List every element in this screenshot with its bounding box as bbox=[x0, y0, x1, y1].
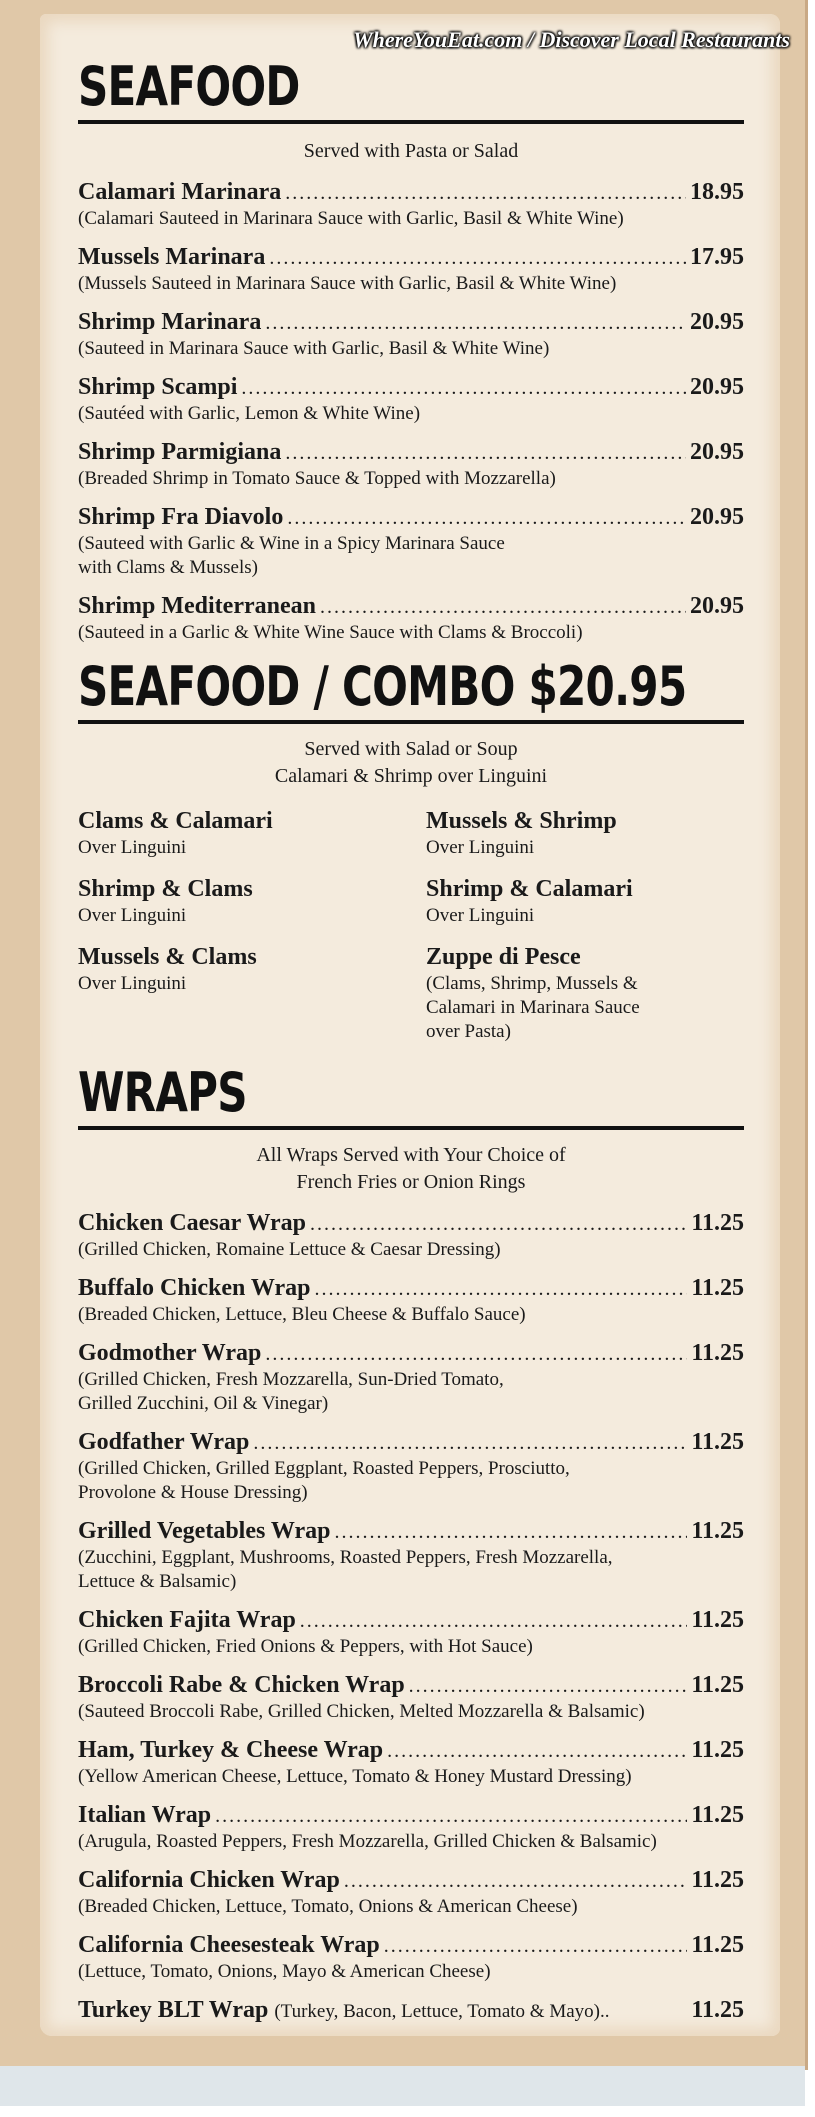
item-name: Shrimp Scampi bbox=[78, 374, 238, 400]
item-description: Lettuce & Balsamic) bbox=[78, 1571, 237, 1592]
item-name: Shrimp & Calamari bbox=[426, 876, 633, 902]
item-leader-dots bbox=[334, 1521, 687, 1544]
item-leader-dots bbox=[344, 1870, 688, 1893]
wraps-title: WRAPS bbox=[78, 1061, 247, 1124]
combo-subtitle-line: Served with Salad or Soup bbox=[304, 738, 518, 760]
item-description: (Arugula, Roasted Peppers, Fresh Mozzarella, Grilled Chicken & Balsamic) bbox=[78, 1831, 657, 1852]
menu-item bbox=[78, 177, 744, 231]
menu-item bbox=[78, 1670, 744, 1724]
item-description: (Clams, Shrimp, Mussels & bbox=[426, 973, 638, 994]
section-divider bbox=[78, 1126, 744, 1130]
item-name: Mussels & Clams bbox=[78, 944, 257, 970]
combo-item bbox=[426, 806, 744, 860]
seafood-section bbox=[78, 56, 744, 645]
item-leader-dots bbox=[241, 377, 686, 400]
item-price: 11.25 bbox=[691, 1672, 744, 1698]
item-leader-dots bbox=[387, 1740, 687, 1763]
combo-title: SEAFOOD / COMBO $20.95 bbox=[78, 655, 687, 718]
item-price: 20.95 bbox=[690, 374, 744, 400]
item-description: (Grilled Chicken, Fresh Mozzarella, Sun-Dried Tomato, bbox=[78, 1369, 504, 1390]
menu-item bbox=[78, 1516, 744, 1594]
item-leader-dots bbox=[287, 507, 686, 530]
item-description: (Zucchini, Eggplant, Mushrooms, Roasted Peppers, Fresh Mozzarella, bbox=[78, 1547, 613, 1568]
item-name: Ham, Turkey & Cheese Wrap bbox=[78, 1737, 384, 1763]
item-description: (Yellow American Cheese, Lettuce, Tomato & Honey Mustard Dressing) bbox=[78, 1766, 632, 1787]
item-description: Over Linguini bbox=[78, 837, 187, 858]
item-name: Shrimp Fra Diavolo bbox=[78, 504, 284, 530]
item-description: Over Linguini bbox=[426, 905, 535, 926]
item-name: Shrimp & Clams bbox=[78, 876, 253, 902]
item-price: 11.25 bbox=[691, 1340, 744, 1366]
item-description: over Pasta) bbox=[426, 1021, 511, 1042]
combo-item bbox=[78, 942, 426, 1044]
menu-item bbox=[78, 1427, 744, 1505]
item-leader-dots bbox=[320, 596, 686, 619]
item-leader-dots bbox=[409, 1675, 688, 1698]
item-price: 11.25 bbox=[691, 1802, 744, 1828]
wraps-subtitle bbox=[78, 1142, 744, 1196]
combo-item bbox=[78, 874, 426, 928]
item-price: 11.25 bbox=[691, 1518, 744, 1544]
item-description: (Mussels Sauteed in Marinara Sauce with Garlic, Basil & White Wine) bbox=[78, 273, 617, 294]
item-leader-dots bbox=[269, 247, 686, 270]
item-name: Grilled Vegetables Wrap bbox=[78, 1518, 331, 1544]
item-price: 11.25 bbox=[691, 1429, 744, 1455]
item-name: Buffalo Chicken Wrap bbox=[78, 1275, 311, 1301]
item-description: (Breaded Chicken, Lettuce, Bleu Cheese & Buffalo Sauce) bbox=[78, 1304, 526, 1325]
wraps-items bbox=[78, 1208, 744, 2027]
item-name: Chicken Fajita Wrap bbox=[78, 1607, 296, 1633]
item-description: (Grilled Chicken, Fried Onions & Peppers, with Hot Sauce) bbox=[78, 1636, 533, 1657]
menu-item bbox=[78, 1605, 744, 1659]
bottom-strip bbox=[0, 2066, 805, 2106]
item-leader-dots bbox=[215, 1805, 687, 1828]
site-watermark: WhereYouEat.com / Discover Local Restaurants bbox=[353, 27, 790, 52]
wraps-subtitle-line: All Wraps Served with Your Choice of bbox=[256, 1144, 566, 1166]
menu-item bbox=[78, 1273, 744, 1327]
item-name: Mussels & Shrimp bbox=[426, 808, 617, 834]
menu-item bbox=[78, 437, 744, 491]
item-price: 20.95 bbox=[690, 439, 744, 465]
item-price: 17.95 bbox=[690, 244, 744, 270]
item-description: (Sauteed with Garlic & Wine in a Spicy Marinara Sauce bbox=[78, 533, 505, 554]
menu-item bbox=[78, 1338, 744, 1416]
wraps-section bbox=[78, 1062, 744, 2027]
item-name: Mussels Marinara bbox=[78, 244, 266, 270]
item-leader-dots bbox=[315, 1278, 688, 1301]
combo-item bbox=[426, 874, 744, 928]
seafood-title: SEAFOOD bbox=[78, 55, 300, 118]
seafood-subtitle: Served with Pasta or Salad bbox=[303, 140, 519, 162]
item-name bbox=[78, 1995, 609, 2027]
menu-item bbox=[78, 1735, 744, 1789]
item-description: Over Linguini bbox=[78, 973, 187, 994]
section-divider bbox=[78, 120, 744, 124]
combo-items bbox=[78, 806, 744, 1044]
item-price: 18.95 bbox=[690, 179, 744, 205]
item-name: California Cheesesteak Wrap bbox=[78, 1932, 380, 1958]
item-price: 20.95 bbox=[690, 593, 744, 619]
item-description: Over Linguini bbox=[78, 905, 187, 926]
item-description: (Sauteed in Marinara Sauce with Garlic, Basil & White Wine) bbox=[78, 338, 550, 359]
item-name-text: Turkey BLT Wrap bbox=[78, 1997, 269, 2023]
item-description: (Breaded Chicken, Lettuce, Tomato, Onions & American Cheese) bbox=[78, 1896, 578, 1917]
item-description: (Sauteed in a Garlic & White Wine Sauce with Clams & Broccoli) bbox=[78, 622, 583, 643]
combo-subtitle-line: Calamari & Shrimp over Linguini bbox=[274, 765, 548, 787]
item-price: 11.25 bbox=[691, 1607, 744, 1633]
item-leader-dots bbox=[310, 1213, 687, 1236]
item-description: with Clams & Mussels) bbox=[78, 557, 258, 578]
item-leader-dots bbox=[285, 182, 686, 205]
item-leader-dots bbox=[384, 1935, 688, 1958]
item-description: (Sautéed with Garlic, Lemon & White Wine) bbox=[78, 403, 421, 424]
item-name: Clams & Calamari bbox=[78, 808, 273, 834]
item-price: 11.25 bbox=[691, 1997, 744, 2023]
item-description: (Grilled Chicken, Romaine Lettuce & Caesar Dressing) bbox=[78, 1239, 501, 1260]
item-price: 11.25 bbox=[691, 1932, 744, 1958]
item-leader-dots bbox=[300, 1610, 688, 1633]
menu-item bbox=[78, 1995, 744, 2027]
item-description: Calamari in Marinara Sauce bbox=[426, 997, 640, 1018]
combo-subtitle bbox=[78, 736, 744, 790]
menu-item bbox=[78, 242, 744, 296]
item-description: (Grilled Chicken, Grilled Eggplant, Roasted Peppers, Prosciutto, bbox=[78, 1458, 570, 1479]
item-description: (Sauteed Broccoli Rabe, Grilled Chicken, Melted Mozzarella & Balsamic) bbox=[78, 1701, 645, 1722]
item-name: Godfather Wrap bbox=[78, 1429, 250, 1455]
item-price: 11.25 bbox=[691, 1210, 744, 1236]
item-leader-dots bbox=[285, 442, 686, 465]
item-price: 11.25 bbox=[691, 1275, 744, 1301]
menu-item bbox=[78, 502, 744, 580]
menu-item bbox=[78, 372, 744, 426]
wraps-subtitle-line: French Fries or Onion Rings bbox=[296, 1171, 526, 1193]
item-leader-dots bbox=[265, 312, 686, 335]
section-divider bbox=[78, 720, 744, 724]
combo-item bbox=[78, 806, 426, 860]
item-name: Shrimp Mediterranean bbox=[78, 593, 316, 619]
menu-item bbox=[78, 307, 744, 361]
menu-item bbox=[78, 1930, 744, 1984]
item-name: Italian Wrap bbox=[78, 1802, 212, 1828]
seafood-items bbox=[78, 177, 744, 645]
item-description: Over Linguini bbox=[426, 837, 535, 858]
combo-item bbox=[426, 942, 744, 1044]
menu-item bbox=[78, 1800, 744, 1854]
item-name: Calamari Marinara bbox=[78, 179, 282, 205]
combo-section bbox=[78, 656, 744, 1044]
item-name: Broccoli Rabe & Chicken Wrap bbox=[78, 1672, 405, 1698]
item-leader-dots bbox=[265, 1343, 687, 1366]
item-leader-dots bbox=[253, 1432, 687, 1455]
menu-content bbox=[78, 56, 744, 2038]
menu-item bbox=[78, 591, 744, 645]
item-description: (Lettuce, Tomato, Onions, Mayo & American Cheese) bbox=[78, 1961, 491, 1982]
item-price: 20.95 bbox=[690, 309, 744, 335]
item-name: Shrimp Parmigiana bbox=[78, 439, 282, 465]
menu-item bbox=[78, 1865, 744, 1919]
item-description: (Calamari Sauteed in Marinara Sauce with Garlic, Basil & White Wine) bbox=[78, 208, 624, 229]
item-description: Grilled Zucchini, Oil & Vinegar) bbox=[78, 1393, 329, 1414]
menu-item bbox=[78, 1208, 744, 1262]
item-name: Shrimp Marinara bbox=[78, 309, 262, 335]
item-name: Godmother Wrap bbox=[78, 1340, 262, 1366]
item-name: California Chicken Wrap bbox=[78, 1867, 340, 1893]
item-price: 11.25 bbox=[691, 1867, 744, 1893]
item-price: 20.95 bbox=[690, 504, 744, 530]
item-price: 11.25 bbox=[691, 1737, 744, 1763]
item-name: Chicken Caesar Wrap bbox=[78, 1210, 307, 1236]
item-inline-description: (Turkey, Bacon, Lettuce, Tomato & Mayo).. bbox=[274, 2001, 610, 2022]
item-name: Zuppe di Pesce bbox=[426, 944, 581, 970]
item-description: Provolone & House Dressing) bbox=[78, 1482, 308, 1503]
item-description: (Breaded Shrimp in Tomato Sauce & Topped with Mozzarella) bbox=[78, 468, 556, 489]
